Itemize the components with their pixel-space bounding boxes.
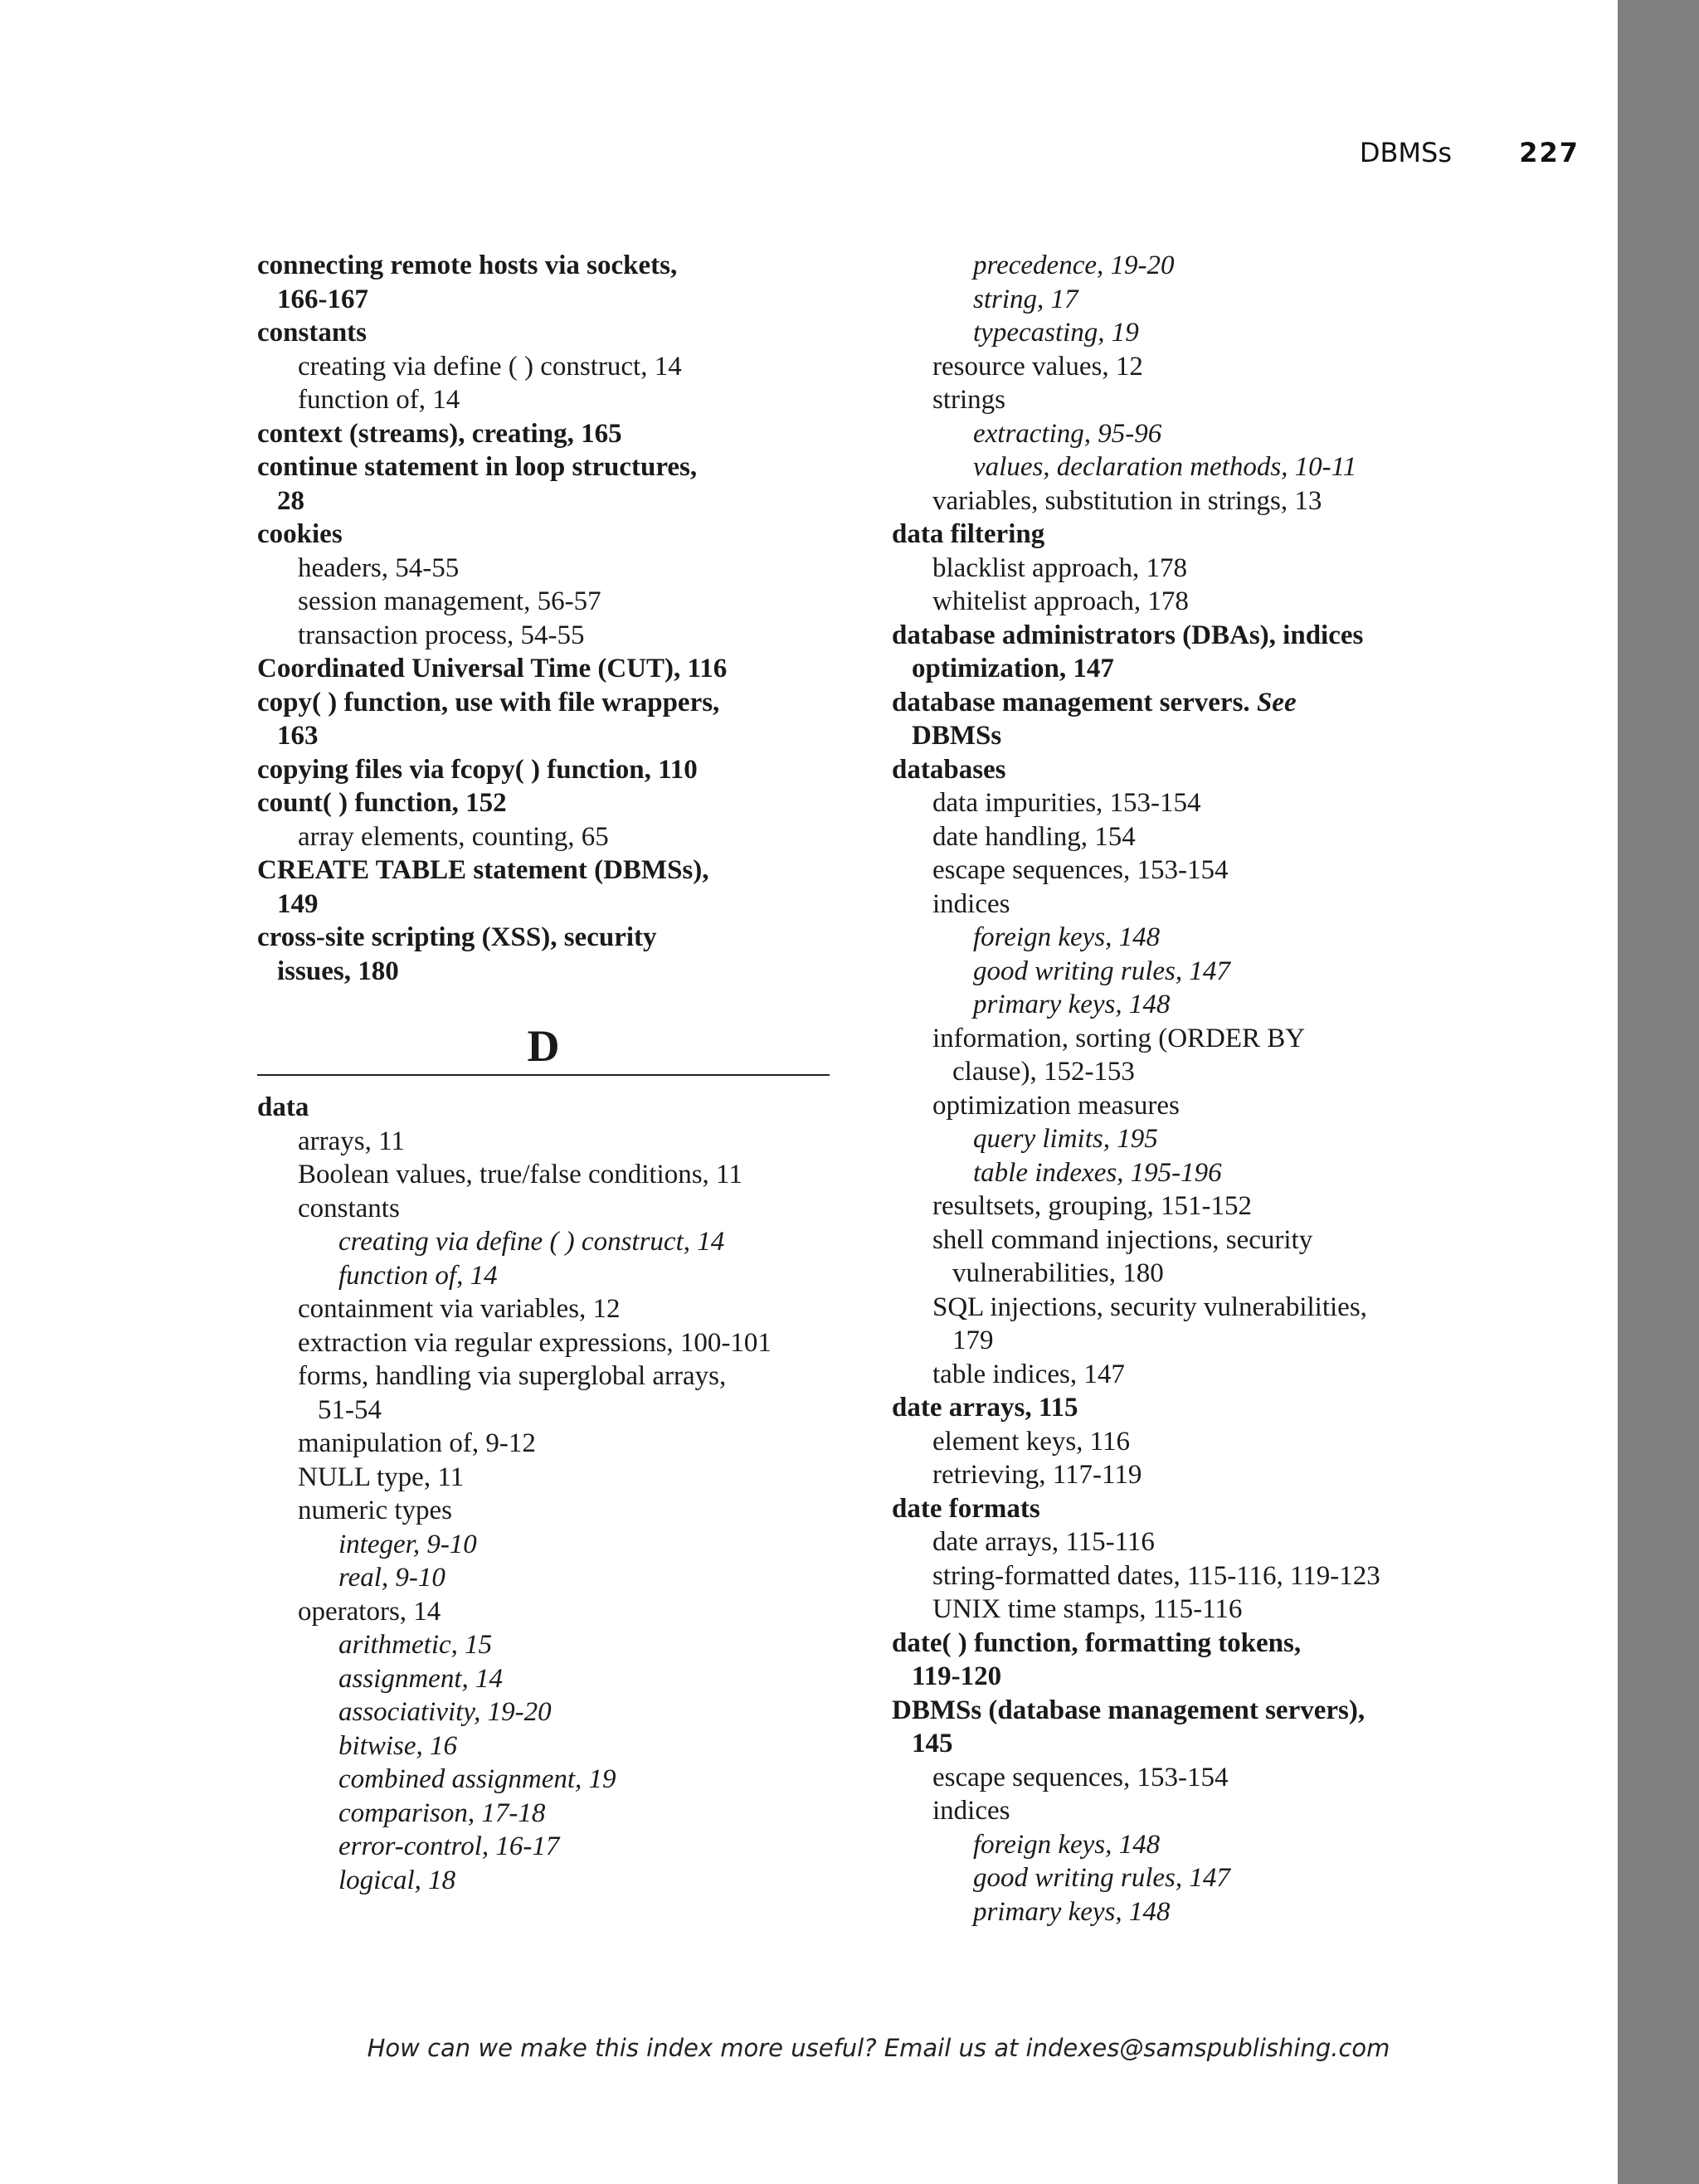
index-entry <box>892 686 1473 720</box>
index-entry <box>892 1391 1473 1425</box>
index-subsubentry <box>892 316 1473 350</box>
entry-text: precedence, 19-20 <box>973 251 1175 280</box>
index-subentry <box>257 1158 830 1192</box>
entry-text: 119-120 <box>912 1661 1002 1691</box>
entry-text: issues, 180 <box>277 956 399 986</box>
entry-text: table indices, 147 <box>932 1359 1125 1389</box>
entry-text: Coordinated Universal Time (CUT), 116 <box>257 654 728 683</box>
index-subentry <box>892 1525 1473 1559</box>
index-subsubentry <box>257 1225 830 1259</box>
entry-text: indices <box>932 1796 1010 1826</box>
index-subentry <box>257 1494 830 1528</box>
entry-text: transaction process, 54-55 <box>298 620 585 650</box>
entry-text: variables, substitution in strings, 13 <box>932 485 1322 516</box>
index-entry-continuation <box>892 652 1473 686</box>
entry-text: continue statement in loop structures, <box>257 452 698 482</box>
index-entry <box>892 753 1473 787</box>
index-entry <box>257 652 830 686</box>
index-subentry <box>257 1595 830 1629</box>
index-subsubentry <box>257 1628 830 1662</box>
entry-text: error-control, 16-17 <box>338 1831 560 1861</box>
index-entry <box>892 619 1473 653</box>
entry-text: Boolean values, true/false conditions, 11 <box>298 1160 742 1189</box>
entry-text: resultsets, grouping, 151-152 <box>932 1191 1252 1221</box>
entry-text: date formats <box>892 1493 1040 1524</box>
footer-note <box>0 2034 1699 2062</box>
index-subentry <box>892 1593 1473 1627</box>
index-subentry <box>257 1292 830 1326</box>
entry-text: integer, 9-10 <box>338 1529 477 1559</box>
index-entry <box>892 1694 1473 1728</box>
index-subentry <box>892 484 1473 518</box>
index-entry <box>257 316 830 350</box>
index-subentry <box>257 552 830 586</box>
entry-text: headers, 54-55 <box>298 552 460 583</box>
index-subsubentry <box>892 249 1473 283</box>
index-subentry <box>257 619 830 653</box>
entry-text: good writing rules, 147 <box>973 956 1230 986</box>
entry-text: associativity, 19-20 <box>338 1697 552 1727</box>
index-entry <box>257 518 830 552</box>
index-entry <box>257 854 830 888</box>
index-subsubentry <box>257 1528 830 1562</box>
entry-text: 51-54 <box>318 1394 382 1425</box>
entry-text: 149 <box>277 888 319 919</box>
index-subentry <box>892 1425 1473 1459</box>
entry-text: 179 <box>952 1325 994 1355</box>
index-subentry-continuation <box>892 1324 1473 1358</box>
index-subsubentry <box>257 1763 830 1797</box>
entry-text: database administrators (DBAs), indices <box>892 620 1364 650</box>
index-subentry <box>892 888 1473 922</box>
entry-text: forms, handling via superglobal arrays, <box>298 1361 727 1391</box>
index-subentry <box>892 1761 1473 1795</box>
entry-text: real, 9-10 <box>338 1563 445 1593</box>
entry-text: table indexes, 195-196 <box>973 1157 1222 1188</box>
page-number: 227 <box>1519 137 1580 168</box>
index-subsubentry <box>892 1895 1473 1929</box>
index-subentry <box>257 1427 830 1461</box>
running-head-word: DBMSs <box>1359 137 1452 168</box>
entry-text: escape sequences, 153-154 <box>932 855 1229 885</box>
entry-text: clause), 152-153 <box>952 1057 1135 1087</box>
entry-text: logical, 18 <box>338 1865 456 1895</box>
index-subentry <box>892 854 1473 888</box>
entry-text: databases <box>892 754 1006 785</box>
entry-text: array elements, counting, 65 <box>298 821 609 852</box>
index-subentry <box>257 1326 830 1360</box>
entry-text: resource values, 12 <box>932 351 1143 382</box>
index-subentry <box>892 1358 1473 1392</box>
index-subentry <box>892 1794 1473 1828</box>
index-entry <box>257 417 830 451</box>
entry-text: database management servers. <box>892 687 1250 717</box>
entry-text: session management, 56-57 <box>298 586 601 616</box>
entry-text: DBMSs <box>912 721 1002 751</box>
index-subentry <box>892 1291 1473 1325</box>
entry-text: primary keys, 148 <box>973 990 1171 1019</box>
index-subentry <box>257 350 830 384</box>
entry-text: foreign keys, 148 <box>973 922 1161 952</box>
entry-text: strings <box>932 385 1006 415</box>
entry-text: copying files via fcopy( ) function, 110 <box>257 754 698 785</box>
index-subentry <box>892 1559 1473 1593</box>
entry-text: extracting, 95-96 <box>973 418 1162 449</box>
entry-text: string-formatted dates, 115-116, 119-123 <box>932 1560 1380 1591</box>
entry-text: arrays, 11 <box>298 1126 405 1156</box>
entry-text: function of, 14 <box>298 385 460 415</box>
index-subsubentry <box>892 1861 1473 1895</box>
entry-text: shell command injections, security <box>932 1224 1313 1255</box>
index-entry-continuation <box>257 888 830 922</box>
running-head <box>1361 134 1585 171</box>
entry-text: data filtering <box>892 519 1045 549</box>
entry-text: blacklist approach, 178 <box>932 552 1187 583</box>
entry-text: optimization, 147 <box>912 654 1114 683</box>
entry-text: combined assignment, 19 <box>338 1764 616 1794</box>
entry-text: NULL type, 11 <box>298 1462 465 1492</box>
entry-text: data impurities, 153-154 <box>932 788 1201 818</box>
index-subentry <box>892 1189 1473 1223</box>
entry-text: comparison, 17-18 <box>338 1797 546 1828</box>
entry-text: query limits, 195 <box>973 1124 1158 1154</box>
entry-text: creating via define ( ) construct, 14 <box>338 1227 725 1257</box>
entry-text: date arrays, 115 <box>892 1393 1078 1423</box>
index-subsubentry <box>892 1156 1473 1190</box>
index-subentry <box>257 383 830 417</box>
entry-text: data <box>257 1092 309 1122</box>
index-subentry <box>892 1458 1473 1492</box>
index-subentry <box>892 786 1473 820</box>
index-subsubentry <box>257 1561 830 1595</box>
entry-text: bitwise, 16 <box>338 1730 458 1761</box>
index-subsubentry <box>892 1828 1473 1862</box>
section-letter-heading <box>257 1021 830 1076</box>
entry-text: optimization measures <box>932 1090 1180 1121</box>
entry-text: date arrays, 115-116 <box>932 1527 1155 1557</box>
index-subentry <box>892 585 1473 619</box>
index-subentry <box>892 820 1473 854</box>
entry-text: function of, 14 <box>338 1260 498 1291</box>
entry-text: indices <box>932 888 1010 919</box>
entry-text: 28 <box>277 485 304 516</box>
index-subsubentry <box>257 1662 830 1696</box>
index-subentry <box>892 552 1473 586</box>
entry-text: information, sorting (ORDER BY <box>932 1023 1306 1053</box>
index-subentry-continuation <box>257 1394 830 1428</box>
index-subsubentry <box>257 1695 830 1729</box>
index-subentry-continuation <box>892 1257 1473 1291</box>
index-subentry-continuation <box>892 1055 1473 1089</box>
index-entry <box>257 1091 830 1125</box>
index-entry <box>892 518 1473 552</box>
entry-text: date handling, 154 <box>932 821 1136 852</box>
entry-text: values, declaration methods, 10-11 <box>973 452 1357 482</box>
entry-text: retrieving, 117-119 <box>932 1460 1142 1490</box>
entry-text: UNIX time stamps, 115-116 <box>932 1594 1243 1624</box>
entry-text: vulnerabilities, 180 <box>952 1258 1164 1288</box>
entry-text: manipulation of, 9-12 <box>298 1428 536 1458</box>
entry-text: good writing rules, 147 <box>973 1863 1230 1893</box>
index-subentry <box>892 1022 1473 1056</box>
index-subsubentry <box>257 1729 830 1763</box>
entry-text: creating via define ( ) construct, 14 <box>298 351 682 382</box>
index-subsubentry <box>892 283 1473 317</box>
index-subsubentry <box>892 417 1473 451</box>
index-entry <box>257 921 830 955</box>
entry-text: foreign keys, 148 <box>973 1829 1161 1860</box>
index-entries-c <box>257 249 830 988</box>
index-subentry <box>257 1461 830 1495</box>
index-subsubentry <box>892 1122 1473 1156</box>
entry-text: cross-site scripting (XSS), security <box>257 922 657 952</box>
section-letter: D <box>527 1021 560 1071</box>
index-subentry <box>257 820 830 854</box>
index-entry <box>892 1627 1473 1661</box>
see-reference: See <box>1249 687 1297 717</box>
index-entry-continuation <box>892 719 1473 753</box>
index-column-right <box>892 249 1473 1929</box>
index-subsubentry <box>257 1864 830 1898</box>
page-edge-tab <box>1618 0 1699 2184</box>
entry-text: CREATE TABLE statement (DBMSs), <box>257 855 709 885</box>
index-subsubentry <box>892 988 1473 1022</box>
index-subsubentry <box>257 1830 830 1864</box>
footer-text: How can we make this index more useful? Email us at indexes@samspublishing.com <box>367 2034 1390 2062</box>
index-subentry <box>892 350 1473 384</box>
entry-text: connecting remote hosts via sockets, <box>257 251 678 280</box>
index-subsubentry <box>892 921 1473 955</box>
index-subsubentry <box>892 955 1473 989</box>
index-subentry <box>257 1125 830 1159</box>
entry-text: 166-167 <box>277 284 368 314</box>
entry-text: DBMSs (database management servers), <box>892 1695 1366 1725</box>
entry-text: escape sequences, 153-154 <box>932 1762 1229 1792</box>
entry-text: containment via variables, 12 <box>298 1294 621 1324</box>
index-subsubentry <box>892 450 1473 484</box>
entry-text: SQL injections, security vulnerabilities, <box>932 1291 1367 1322</box>
entry-text: numeric types <box>298 1496 453 1525</box>
entry-text: whitelist approach, 178 <box>932 586 1189 616</box>
index-entry-continuation <box>257 484 830 518</box>
entry-text: constants <box>257 318 368 348</box>
index-entry-continuation <box>257 283 830 317</box>
entry-text: 163 <box>277 721 319 751</box>
entry-text: string, 17 <box>973 284 1078 314</box>
entry-text: primary keys, 148 <box>973 1896 1171 1927</box>
entry-text: constants <box>298 1193 400 1223</box>
entry-text: date( ) function, formatting tokens, <box>892 1627 1302 1658</box>
entry-text: extraction via regular expressions, 100-101 <box>298 1327 772 1358</box>
index-subsubentry <box>257 1259 830 1293</box>
index-subsubentry <box>257 1797 830 1831</box>
index-subentry <box>257 1192 830 1226</box>
entry-text: 145 <box>912 1729 953 1758</box>
entry-text: element keys, 116 <box>932 1426 1130 1457</box>
entry-text: copy( ) function, use with file wrappers, <box>257 687 720 717</box>
index-entry <box>892 1492 1473 1526</box>
index-subentry <box>257 585 830 619</box>
index-subentry <box>892 1089 1473 1123</box>
entry-text: count( ) function, 152 <box>257 788 507 818</box>
entry-text: typecasting, 19 <box>973 318 1139 348</box>
index-entry <box>257 450 830 484</box>
index-entries-d <box>257 1091 830 1897</box>
index-entry-continuation <box>892 1727 1473 1761</box>
index-entry-continuation <box>257 719 830 753</box>
index-subentry <box>257 1360 830 1394</box>
entry-text: cookies <box>257 519 343 549</box>
index-entry-continuation <box>257 955 830 989</box>
entry-text: context (streams), creating, 165 <box>257 418 622 449</box>
index-entry <box>257 249 830 283</box>
index-entry <box>257 786 830 820</box>
entry-text: assignment, 14 <box>338 1663 503 1694</box>
index-entry <box>257 753 830 787</box>
entry-text: operators, 14 <box>298 1596 441 1627</box>
index-entry <box>257 686 830 720</box>
entry-text: arithmetic, 15 <box>338 1630 493 1660</box>
index-subentry <box>892 1223 1473 1257</box>
index-entry-continuation <box>892 1660 1473 1694</box>
index-subentry <box>892 383 1473 417</box>
index-column-left <box>257 249 830 1897</box>
